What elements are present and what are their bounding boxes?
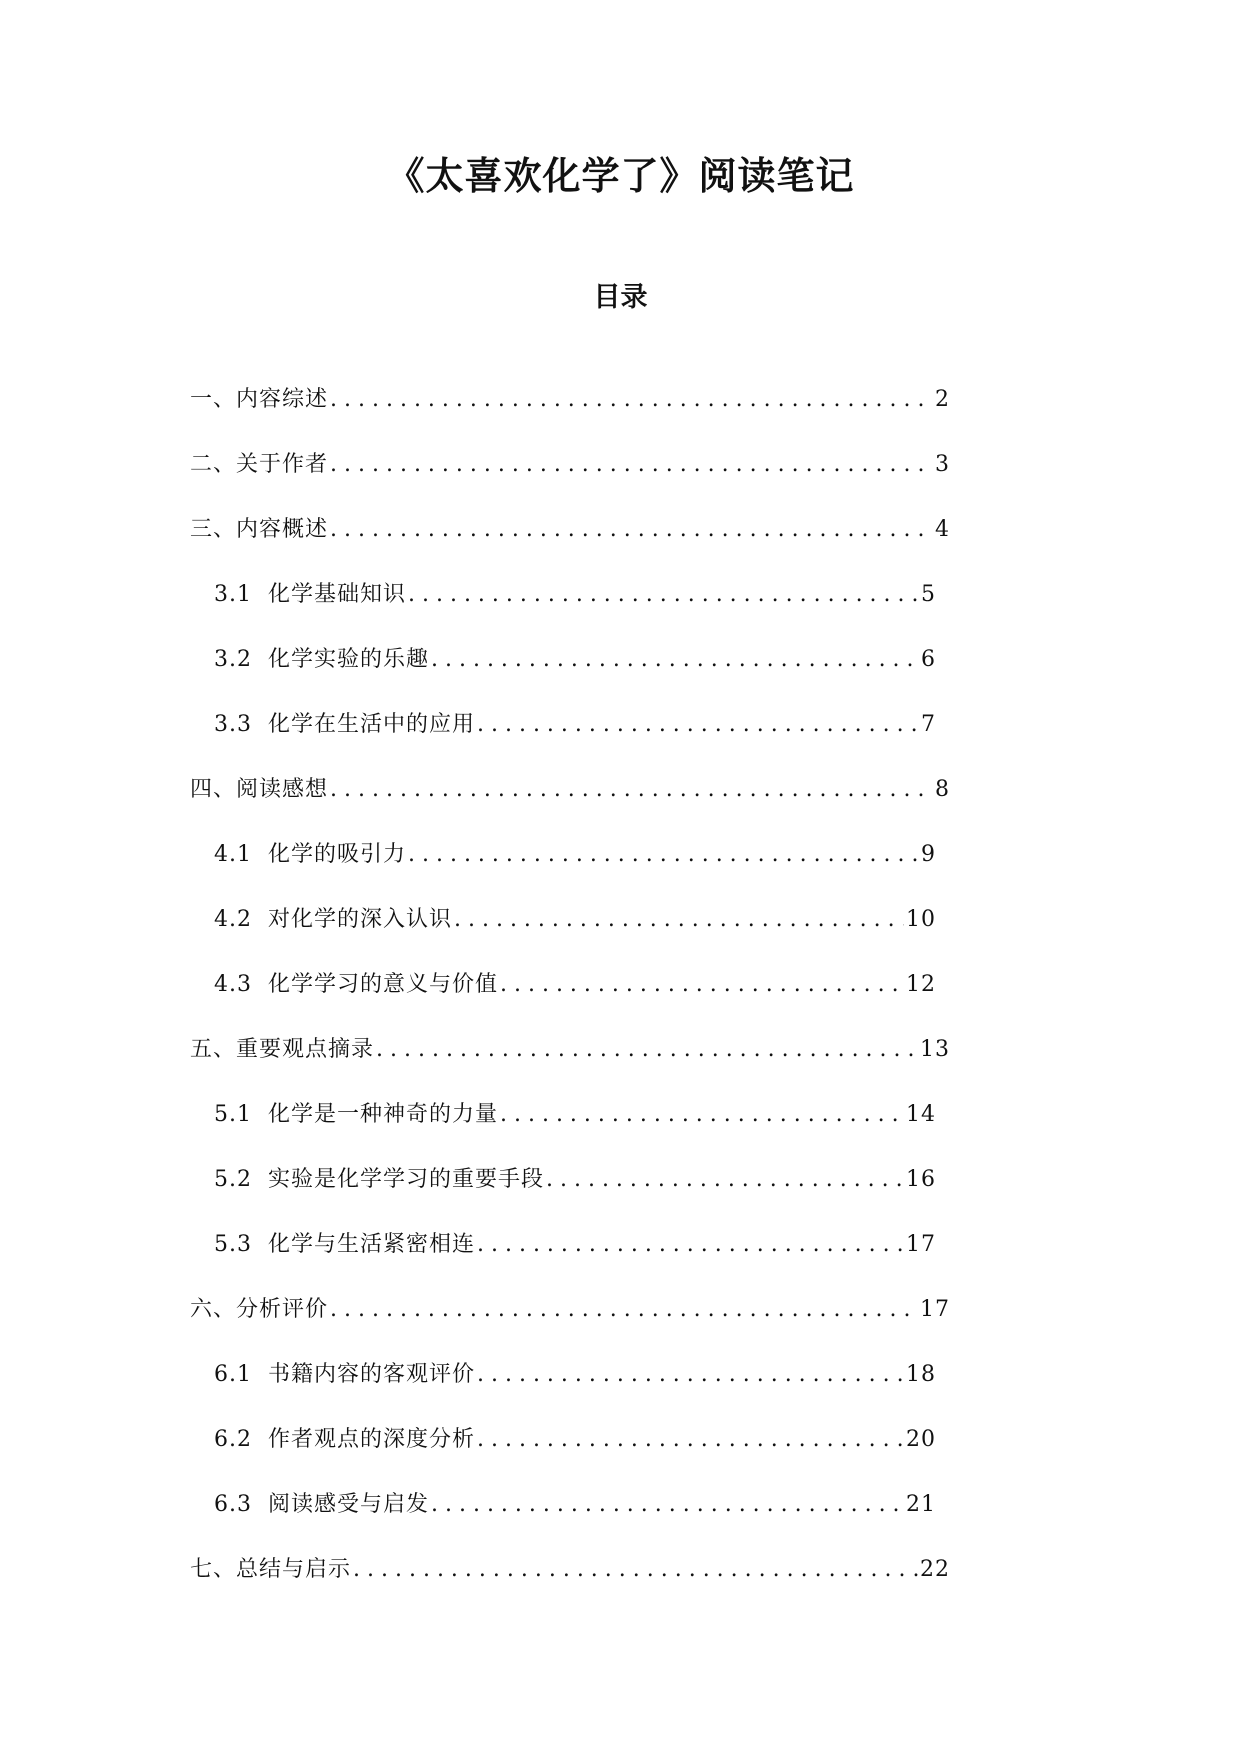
toc-entry[interactable]	[190, 645, 936, 710]
toc-page-number: 22	[920, 1557, 950, 1582]
toc-dot-leader	[330, 450, 933, 480]
toc-page-number: 13	[920, 1037, 950, 1062]
toc-entry-number: 四、	[190, 777, 237, 802]
toc-entry-label: 内容概述	[236, 517, 329, 542]
toc-page-number: 12	[906, 972, 936, 997]
toc-entry[interactable]	[190, 1100, 936, 1165]
toc-page-number: 18	[906, 1362, 936, 1387]
toc-heading: 目录	[593, 282, 648, 313]
toc-dot-leader	[408, 840, 919, 870]
toc-dot-leader	[431, 1490, 904, 1520]
toc-entry-label: 化学是一种神奇的力量	[267, 1102, 498, 1127]
toc-entry-label: 内容综述	[236, 387, 329, 412]
toc-entry[interactable]	[190, 840, 936, 905]
toc-page-number: 14	[906, 1102, 936, 1127]
toc-entry-number: 六、	[190, 1297, 237, 1322]
toc-dot-leader	[431, 645, 919, 675]
toc-page-number: 20	[906, 1427, 936, 1452]
toc-entry-number: 4.1	[214, 842, 268, 867]
toc-entry[interactable]	[190, 385, 950, 450]
toc-entry[interactable]	[190, 1425, 936, 1490]
toc-dot-leader	[330, 1295, 918, 1325]
toc-entry-number: 3.3	[214, 712, 268, 737]
toc-entry-label: 实验是化学学习的重要手段	[267, 1167, 544, 1192]
toc-dot-leader	[408, 580, 919, 610]
toc-entry[interactable]	[190, 580, 936, 645]
toc-entry-label: 化学基础知识	[267, 582, 406, 607]
toc-page-number: 5	[921, 582, 936, 607]
toc-entry-number: 3.1	[214, 582, 268, 607]
toc-entry-number: 三、	[190, 517, 237, 542]
toc-page-number: 9	[921, 842, 936, 867]
toc-entry-number: 3.2	[214, 647, 268, 672]
toc-entry-label: 书籍内容的客观评价	[267, 1362, 475, 1387]
toc-page-number: 21	[906, 1492, 936, 1517]
toc-dot-leader	[330, 775, 933, 805]
toc-dot-leader	[477, 1425, 904, 1455]
toc-page-number: 2	[935, 387, 950, 412]
toc-entry-label: 分析评价	[236, 1297, 329, 1322]
toc-entry-label: 重要观点摘录	[236, 1037, 375, 1062]
toc-entry-number: 一、	[190, 387, 237, 412]
toc-entry[interactable]	[190, 710, 936, 775]
toc-page-number: 4	[935, 517, 950, 542]
toc-entry[interactable]	[190, 905, 936, 970]
toc-dot-leader	[500, 1100, 904, 1130]
toc-dot-leader	[330, 385, 933, 415]
toc-entry-number: 七、	[190, 1557, 237, 1582]
toc-page-number: 17	[906, 1232, 936, 1257]
toc-entry-number: 5.1	[214, 1102, 268, 1127]
toc-dot-leader	[477, 1230, 904, 1260]
toc-dot-leader	[477, 710, 919, 740]
toc-entry-number: 5.3	[214, 1232, 268, 1257]
toc-entry-number: 6.3	[214, 1492, 268, 1517]
toc-entry-number: 二、	[190, 452, 237, 477]
toc-entry-label: 化学的吸引力	[267, 842, 406, 867]
toc-page-number: 7	[921, 712, 936, 737]
toc-entry-number: 4.3	[214, 972, 268, 997]
toc-entry[interactable]	[190, 970, 936, 1035]
toc-page-number: 10	[906, 907, 936, 932]
toc-entry-label: 作者观点的深度分析	[267, 1427, 475, 1452]
toc-entry[interactable]	[190, 1295, 950, 1360]
toc-entry-number: 5.2	[214, 1167, 268, 1192]
toc-entry-label: 化学与生活紧密相连	[267, 1232, 475, 1257]
toc-dot-leader	[500, 970, 904, 1000]
toc-entry-label: 化学在生活中的应用	[267, 712, 475, 737]
toc-entry[interactable]	[190, 775, 950, 840]
table-of-contents	[190, 385, 950, 1620]
toc-entry-number: 4.2	[214, 907, 268, 932]
toc-page-number: 3	[935, 452, 950, 477]
toc-page-number: 16	[906, 1167, 936, 1192]
toc-entry[interactable]	[190, 1035, 950, 1100]
toc-entry-label: 关于作者	[236, 452, 329, 477]
toc-entry[interactable]	[190, 1165, 936, 1230]
toc-entry-label: 阅读感想	[236, 777, 329, 802]
toc-entry[interactable]	[190, 450, 950, 515]
toc-dot-leader	[376, 1035, 918, 1065]
toc-entry[interactable]	[190, 1555, 950, 1620]
toc-entry-number: 6.2	[214, 1427, 268, 1452]
toc-entry-label: 化学学习的意义与价值	[267, 972, 498, 997]
toc-dot-leader	[330, 515, 933, 545]
toc-entry-number: 6.1	[214, 1362, 268, 1387]
toc-entry-label: 对化学的深入认识	[267, 907, 452, 932]
toc-dot-leader	[477, 1360, 904, 1390]
toc-entry[interactable]	[190, 515, 950, 580]
toc-page-number: 8	[935, 777, 950, 802]
document-title: 《太喜欢化学了》阅读笔记	[386, 153, 855, 198]
toc-entry-label: 化学实验的乐趣	[267, 647, 429, 672]
toc-entry-label: 总结与启示	[236, 1557, 352, 1582]
toc-page-number: 17	[920, 1297, 950, 1322]
toc-dot-leader	[454, 905, 904, 935]
toc-page-number: 6	[921, 647, 936, 672]
toc-dot-leader	[353, 1555, 918, 1585]
toc-entry[interactable]	[190, 1230, 936, 1295]
toc-dot-leader	[546, 1165, 904, 1195]
toc-entry-number: 五、	[190, 1037, 237, 1062]
toc-entry[interactable]	[190, 1490, 936, 1555]
toc-entry-label: 阅读感受与启发	[267, 1492, 429, 1517]
toc-entry[interactable]	[190, 1360, 936, 1425]
